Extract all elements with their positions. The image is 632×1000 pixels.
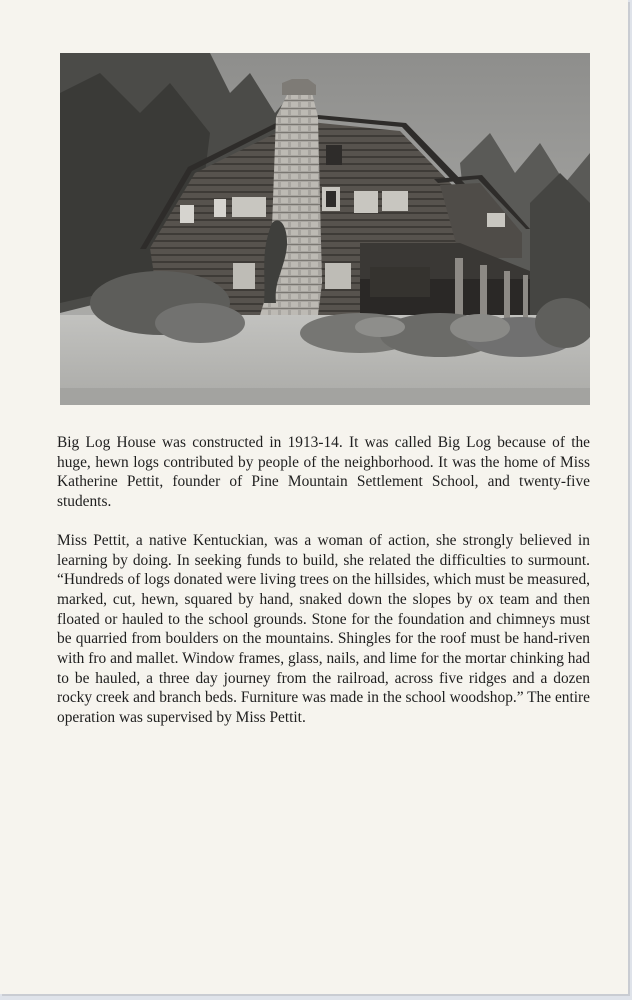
paragraph-history: Big Log House was constructed in 1913-14. It was called Big Log because of the huge, hewn logs contributed by people of the neighborhood. It was the home of Miss Katherine Pettit, founder of Pine Mountain Settlement School, and twenty-five students. — [57, 434, 590, 511]
description-text — [57, 433, 590, 747]
big-log-house-photo — [60, 53, 590, 405]
house-photo-illustration — [60, 53, 590, 405]
paragraph-construction: Miss Pettit, a native Kentuckian, was a woman of action, she strongly believed in learning by doing. In seeking funds to build, she related the difficulties to surmount. “Hundreds of logs donated were living trees on the hillsides, which must be measured, marked, cut, hewn, squared by hand, snaked down the slopes by ox team and then floated or hauled to the school grounds. Stone for the foundation and chimneys must be quarried from boulders on the mountains. Shingles for the roof must be hand-riven with fro and mallet. Window frames, glass, nails, and lime for the mortar chinking had to be hauled, a three day journey from the railroad, across five ridges and a dozen rocky creek and branch beds. Furniture was made in the school woodshop.” The entire operation was supervised by Miss Pettit. — [57, 531, 590, 727]
